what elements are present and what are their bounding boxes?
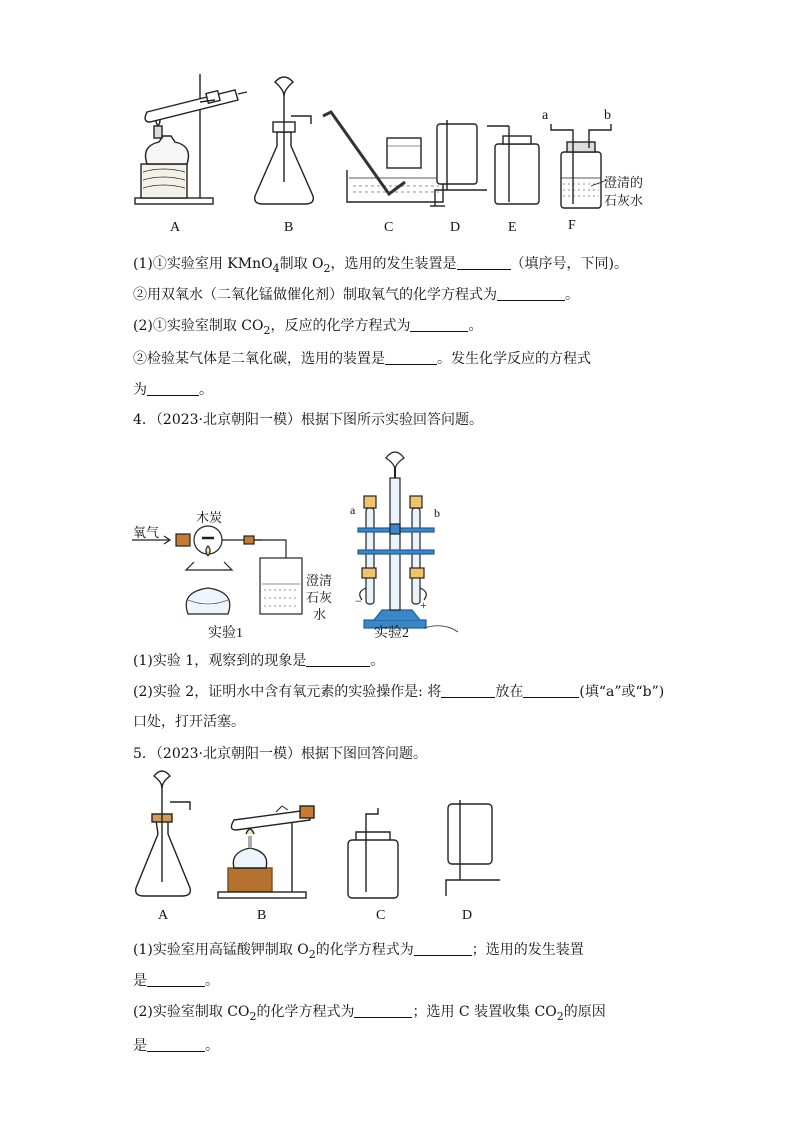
q4-blank-1[interactable] <box>306 652 370 667</box>
q5-l2-pre: 是 <box>133 973 147 989</box>
q3-line-3 <box>133 316 482 341</box>
q5-line-2 <box>133 971 219 991</box>
q3-line-4 <box>133 349 591 369</box>
q3-l5-end: 。 <box>199 382 213 398</box>
q3-l5-pre: 为 <box>133 382 147 398</box>
q5-l3-sub2: 2 <box>556 1009 564 1023</box>
q5-label-d-letter: D <box>462 908 473 923</box>
q3-l1-sub2: 2 <box>323 261 331 275</box>
q4-l2-end: (填“a”或“b”) <box>579 684 665 700</box>
q5-l1-pre: (1)实验室用高锰酸钾制取 O <box>133 942 309 958</box>
q5-l1-end: ；选用的发生装置 <box>471 942 584 958</box>
q3-l2-pre: ②用双氧水（二氧化锰做催化剂）制取氧气的化学方程式为 <box>133 287 497 303</box>
q5-line-1 <box>133 940 584 965</box>
apparatus-figure-q4 <box>128 438 458 638</box>
q4-exp2-label: 实验2 <box>374 626 409 641</box>
q5-l3-mid: 的化学方程式为 <box>256 1004 355 1020</box>
q4-minus-sign: − <box>355 594 362 608</box>
q4-blank-3[interactable] <box>523 683 579 698</box>
q3-l1-post: ，选用的发生装置是 <box>330 256 457 272</box>
q5-l1-post: 的化学方程式为 <box>315 942 414 958</box>
fig1-limewater-line2: 石灰水 <box>604 194 644 209</box>
q4-port-b: b <box>434 506 440 520</box>
q3-blank-4[interactable] <box>385 350 437 365</box>
q3-line-2 <box>133 285 579 305</box>
q3-l3-end: 。 <box>468 318 483 334</box>
q5-l3-sub: 2 <box>249 1009 257 1023</box>
q3-line-1 <box>133 254 628 279</box>
q5-title: 5．（2023·北京朝阳一模）根据下图回答问题。 <box>133 746 427 762</box>
q3-l1-sub: 4 <box>272 261 280 275</box>
q3-blank-2[interactable] <box>497 286 565 301</box>
q4-l2-mid: 放在 <box>495 684 524 700</box>
fig1-label-c-letter: C <box>384 220 394 235</box>
q3-l4-pre: ②检验某气体是二氧化碳，选用的装置是 <box>133 351 385 367</box>
q5-label-c-letter: C <box>376 908 386 923</box>
q5-line-3 <box>133 1002 606 1027</box>
q3-blank-3[interactable] <box>410 317 468 332</box>
q4-l1-end: 。 <box>370 653 385 669</box>
q5-label-a-letter: A <box>158 908 169 923</box>
q3-l1-mid: 制取 O <box>279 256 324 272</box>
q4-line-3: 口处，打开活塞。 <box>133 714 245 730</box>
q4-limewater-1: 澄清 <box>306 573 333 588</box>
q4-plus-sign: + <box>420 598 427 612</box>
q5-blank-1[interactable] <box>414 941 472 956</box>
q3-l3-pre: (2)①实验室制取 CO <box>133 318 264 334</box>
q5-blank-3[interactable] <box>354 1003 412 1018</box>
fig1-port-b: b <box>604 108 611 123</box>
apparatus-figure-1 <box>125 60 685 220</box>
apparatus-figure-q5 <box>130 770 500 905</box>
q3-l1-end: （填序号，下同)。 <box>510 256 628 272</box>
q5-l3-mid2: ；选用 C 装置收集 CO <box>412 1004 557 1020</box>
q3-blank-5[interactable] <box>147 381 199 396</box>
q3-l3-post: ，反应的化学方程式为 <box>270 318 411 334</box>
q4-charcoal-label: 木炭 <box>196 510 223 525</box>
fig1-label-e-letter: E <box>508 220 517 235</box>
q4-line-2 <box>133 682 664 702</box>
q5-blank-2[interactable] <box>147 972 205 987</box>
fig1-label-f-letter: F <box>568 218 576 233</box>
q4-line-1 <box>133 651 384 671</box>
q3-l3-sub: 2 <box>263 323 271 337</box>
q5-line-4 <box>133 1036 219 1056</box>
q4-limewater-3: 水 <box>313 607 327 622</box>
q3-line-5 <box>133 380 213 400</box>
q5-l4-pre: 是 <box>133 1038 147 1054</box>
fig1-label-a-letter: A <box>170 220 181 235</box>
q4-port-a: a <box>350 503 356 517</box>
fig1-label-b-letter: B <box>284 220 294 235</box>
q5-blank-4[interactable] <box>147 1037 205 1052</box>
fig1-port-a: a <box>542 108 549 123</box>
q4-l2-pre: (2)实验 2，证明水中含有氧元素的实验操作是: 将 <box>133 684 442 700</box>
q5-label-b-letter: B <box>257 908 267 923</box>
q3-l4-end: 。发生化学反应的方程式 <box>437 351 591 367</box>
q5-l4-end: 。 <box>205 1038 219 1054</box>
q4-exp1-label: 实验1 <box>208 626 243 641</box>
q4-l1-pre: (1)实验 1，观察到的现象是 <box>133 653 307 669</box>
q3-blank-1[interactable] <box>457 255 511 270</box>
q5-l3-pre: (2)实验室制取 CO <box>133 1004 250 1020</box>
fig1-label-d-letter: D <box>450 220 461 235</box>
q5-l3-end: 的原因 <box>563 1004 606 1020</box>
q5-l1-sub: 2 <box>308 947 316 961</box>
q4-title: 4．（2023·北京朝阳一模）根据下图所示实验回答问题。 <box>133 412 483 428</box>
fig1-limewater-line1: 澄清的 <box>604 176 644 191</box>
q4-oxygen-label: 氧气 <box>133 525 160 540</box>
q3-l2-end: 。 <box>565 287 579 303</box>
q3-l1-pre: (1)①实验室用 KMnO <box>133 256 273 272</box>
q4-blank-2[interactable] <box>441 683 495 698</box>
q4-limewater-2: 石灰 <box>306 590 333 605</box>
q5-l2-end: 。 <box>205 973 219 989</box>
